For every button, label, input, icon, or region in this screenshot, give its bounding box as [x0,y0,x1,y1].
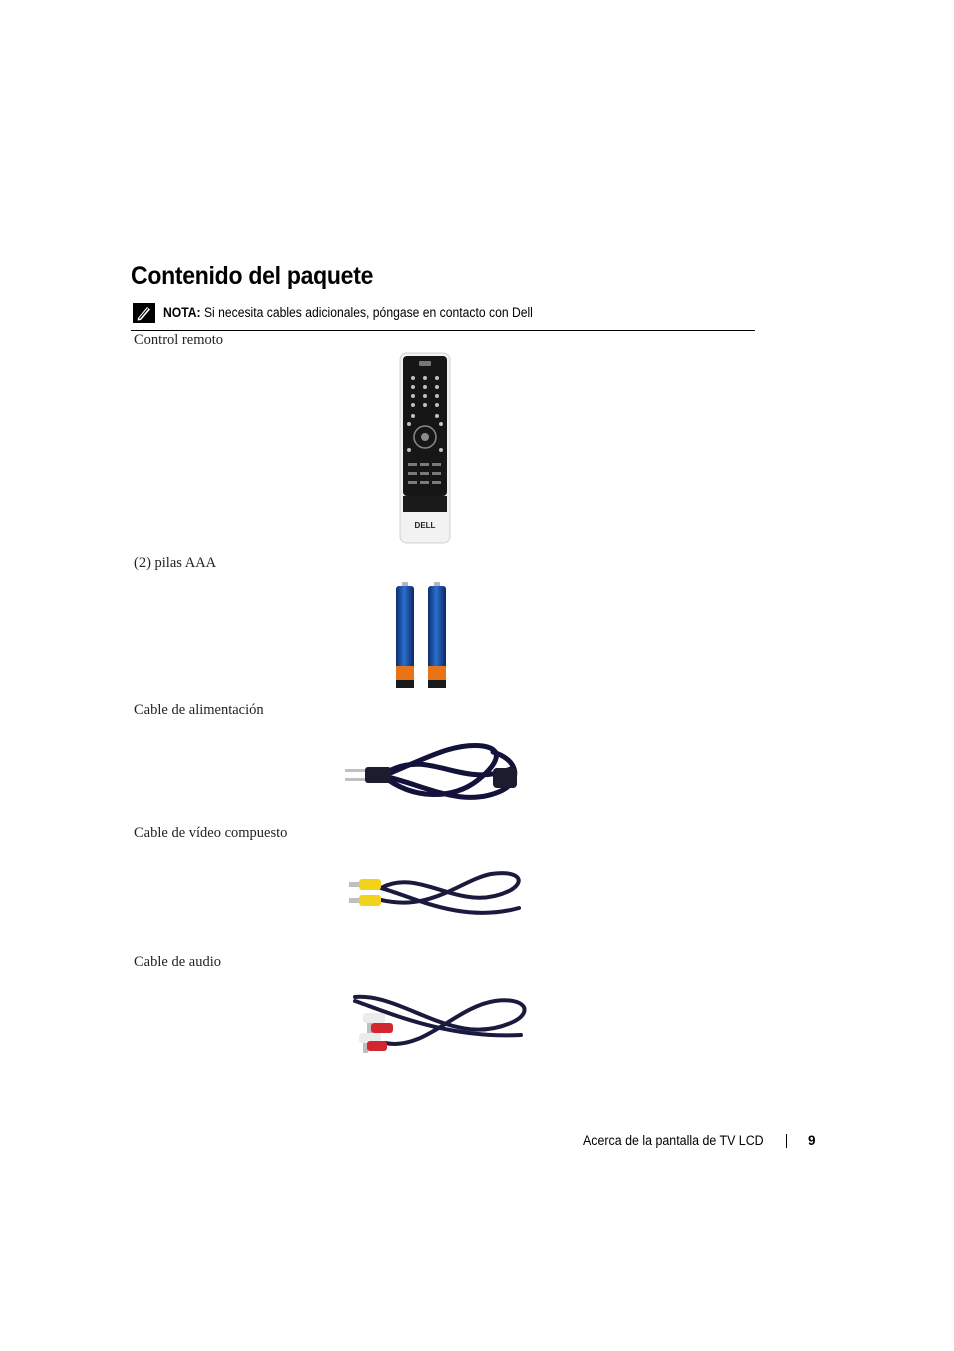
note-pencil-icon [133,303,155,323]
page-number: 9 [808,1133,816,1148]
item-label-audio-cable: Cable de audio [134,954,221,970]
remote-brand-logo: DELL [414,521,436,530]
item-label-batteries: (2) pilas AAA [134,555,217,571]
divider [131,330,755,331]
composite-video-cable-image [341,866,525,922]
power-cable-image [343,740,523,806]
aaa-batteries-image [393,582,455,692]
page-title: Contenido del paquete [131,262,374,290]
remote-control-image [399,352,451,544]
note-text [163,305,533,320]
item-label-power-cable: Cable de alimentación [134,702,264,718]
item-label-video-cable: Cable de vídeo compuesto [134,825,288,841]
footer-separator [786,1134,787,1148]
item-label-remote: Control remoto [134,332,224,348]
audio-cable-image [345,991,533,1063]
note-body: Si necesita cables adicionales, póngase en contacto con Dell [200,305,533,320]
note-label: NOTA: [163,305,201,320]
footer-chapter-title: Acerca de la pantalla de TV LCD [583,1133,764,1148]
